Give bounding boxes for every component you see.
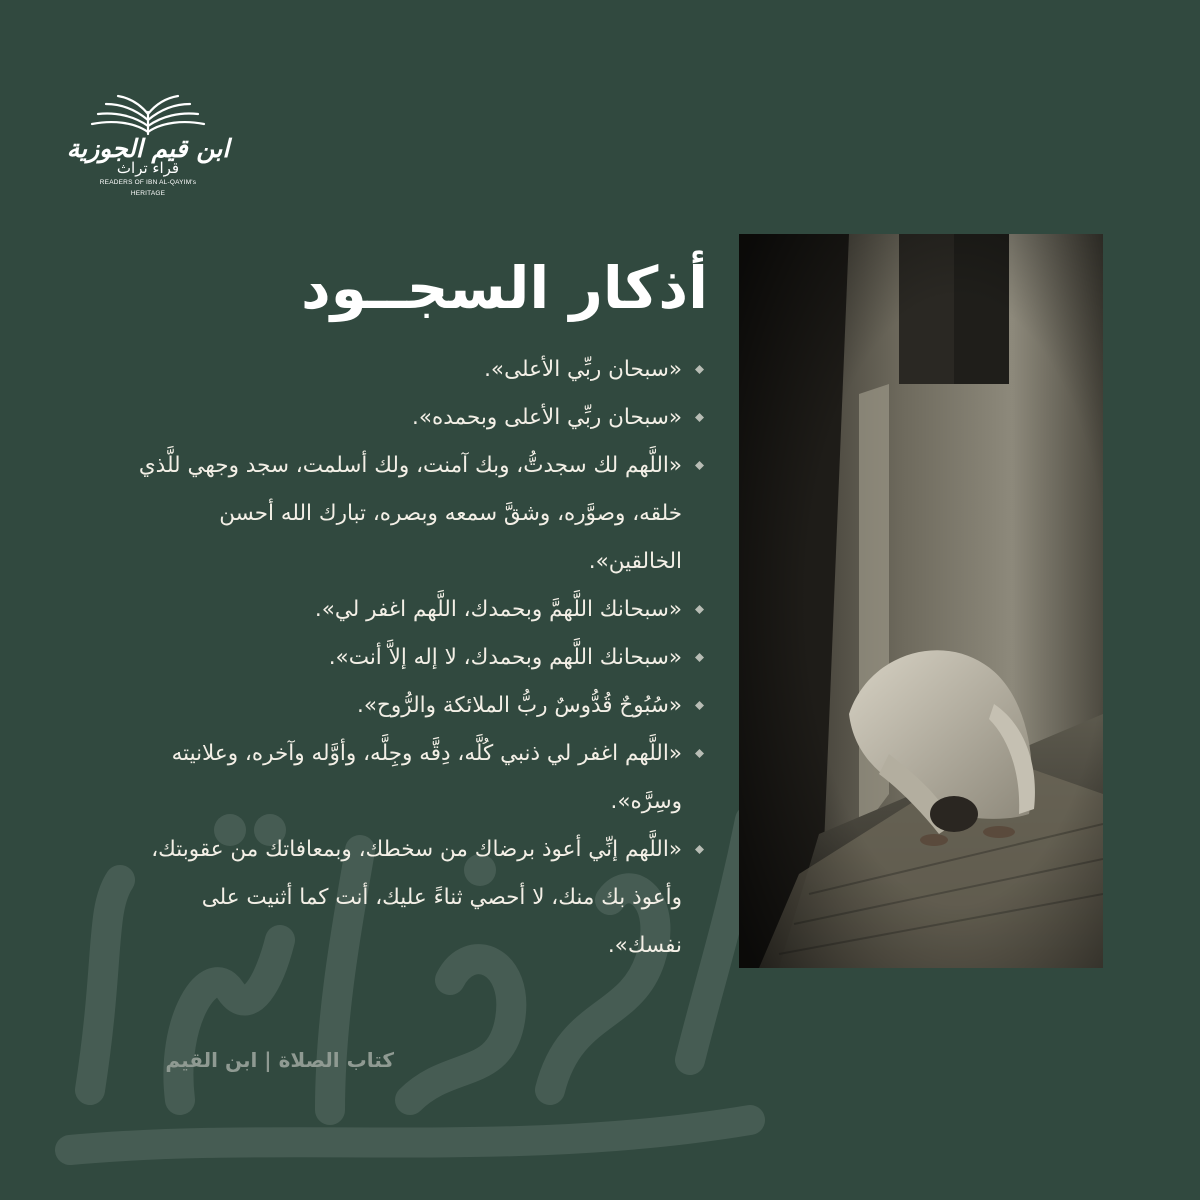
adhkar-list	[126, 346, 706, 970]
diamond-bullet-icon	[695, 845, 704, 854]
dhikr-text: «سُبُوحٌ قُدُّوسٌ ربُّ الملائكة والرُّوح».	[357, 693, 682, 718]
diamond-bullet-icon	[695, 701, 704, 710]
diamond-bullet-icon	[695, 413, 704, 422]
diamond-bullet-icon	[695, 653, 704, 662]
dhikr-text: «اللَّهم لك سجدتُّ، وبك آمنت، ولك أسلمت، سجد وجهي للَّذي خلقه، وصوَّره، وشقَّ سمعه وبصره، تبارك الله أحسن الخالقين».	[138, 453, 682, 574]
logo-english-line2: HERITAGE	[130, 190, 166, 197]
list-item	[126, 442, 706, 586]
list-item	[126, 346, 706, 394]
diamond-bullet-icon	[695, 461, 704, 470]
diamond-bullet-icon	[695, 749, 704, 758]
logo-english-line1: READERS OF IBN AL-QAYIM's	[99, 179, 197, 186]
list-item	[126, 586, 706, 634]
dhikr-text: «اللَّهم إنِّي أعوذ برضاك من سخطك، وبمعافاتك من عقوبتك، وأعوذ بك منك، لا أحصي ثناءً عليك، أنت كما أثنيت على نفسك».	[151, 837, 682, 958]
dhikr-text: «سبحانك اللَّهم وبحمدك، لا إله إلاَّ أنت».	[328, 645, 682, 670]
source-citation: كتاب الصلاة | ابن القيم	[165, 1048, 394, 1072]
diamond-bullet-icon	[695, 365, 704, 374]
diamond-bullet-icon	[695, 605, 704, 614]
logo-arabic-name: ابن قيم الجوزية	[66, 134, 230, 163]
dhikr-text: «اللَّهم اغفر لي ذنبي كُلَّه، دِقَّه وجِلَّه، وأوَّله وآخره، وعلانيته وسِرَّه».	[171, 741, 682, 814]
open-book-icon	[86, 92, 210, 136]
list-item	[126, 394, 706, 442]
page-title: أذكار السجــود	[301, 254, 708, 322]
prostrating-man-photo	[739, 234, 1103, 968]
dhikr-text: «سبحانك اللَّهمَّ وبحمدك، اللَّهم اغفر لي».	[314, 597, 682, 622]
dhikr-text: «سبحان ربِّي الأعلى وبحمده».	[412, 405, 682, 430]
list-item	[126, 682, 706, 730]
list-item	[126, 730, 706, 826]
brand-logo	[60, 92, 236, 224]
logo-subtitle: قراء تراث	[116, 159, 180, 177]
dhikr-text: «سبحان ربِّي الأعلى».	[484, 357, 682, 382]
list-item	[126, 826, 706, 970]
list-item	[126, 634, 706, 682]
